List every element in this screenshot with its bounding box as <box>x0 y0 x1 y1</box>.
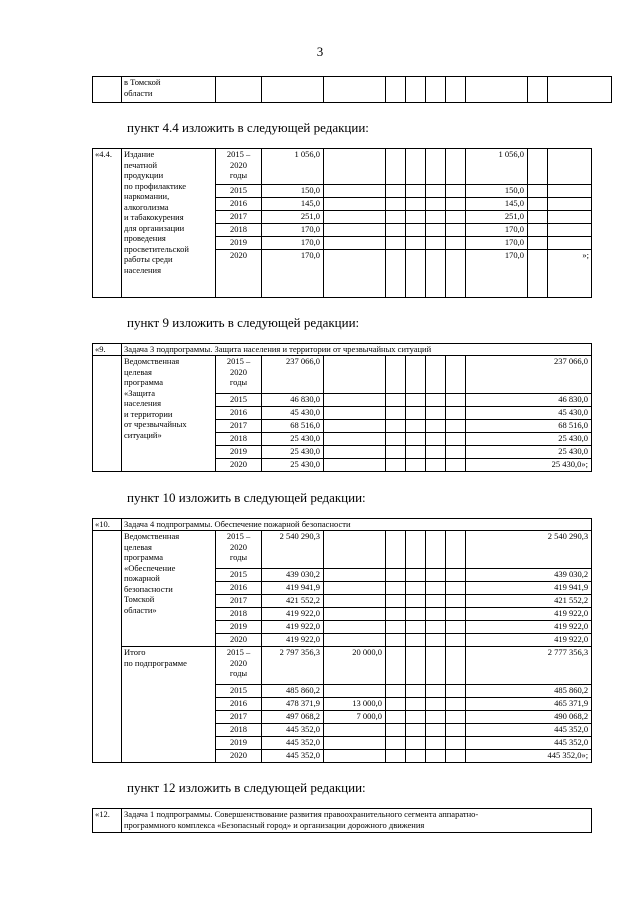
right-value-cell: 419 941,9 <box>466 582 592 595</box>
value-cell: 45 430,0 <box>262 407 324 420</box>
value-cell: 419 941,9 <box>262 582 324 595</box>
value-cell: 485 860,2 <box>262 685 324 698</box>
desc-line: просветительской <box>124 243 189 254</box>
table-item-10 <box>92 518 592 763</box>
right-value-cell: 465 371,9 <box>466 698 592 711</box>
right-value-cell: 46 830,0 <box>466 394 592 407</box>
desc-line: целевая <box>124 541 152 552</box>
right-value-cell: 485 860,2 <box>466 685 592 698</box>
year-cell: 2017 <box>216 211 262 224</box>
year-cell: 2019 <box>216 621 262 634</box>
right-value-cell: 25 430,0»; <box>466 459 592 472</box>
year-cell: 2016 <box>216 698 262 711</box>
table-item-9 <box>92 343 592 472</box>
value-cell: 25 430,0 <box>262 446 324 459</box>
year-cell: 2016 <box>216 582 262 595</box>
row-number: «9. <box>93 344 122 356</box>
end-cell <box>548 211 592 224</box>
desc-line: печатной <box>124 159 157 170</box>
year-cell: 2018 <box>216 433 262 446</box>
desc-line: пожарной <box>124 573 160 583</box>
right-value-cell: 445 352,0»; <box>466 750 592 763</box>
desc-line: программа <box>124 552 164 562</box>
desc-line: в Томской <box>124 77 161 87</box>
heading-item-12: пункт 12 изложить в следующей редакции: <box>127 780 366 795</box>
value-cell: 25 430,0 <box>262 433 324 446</box>
value-cell: 170,0 <box>262 250 324 298</box>
year-cell: 2015 <box>216 185 262 198</box>
desc-line: по профилактике <box>124 180 187 191</box>
period-line: годы <box>229 170 248 180</box>
year-cell: 2019 <box>216 446 262 459</box>
desc-line: целевая <box>124 366 152 377</box>
value-cell: 421 552,2 <box>262 595 324 608</box>
desc-line: безопасности <box>124 583 173 594</box>
desc-line: Ведомственная <box>124 356 180 366</box>
right-value-cell: 419 922,0 <box>466 608 592 621</box>
value-cell: 145,0 <box>262 198 324 211</box>
end-cell <box>548 185 592 198</box>
task-title: Задача 4 подпрограммы. Обеспечение пожарной безопасности <box>122 519 592 531</box>
year-cell: 2017 <box>216 711 262 724</box>
year-cell: 2020 <box>216 250 262 298</box>
desc-line: и табакокурения <box>124 212 184 222</box>
year-cell: 2016 <box>216 198 262 211</box>
desc-line: продукции <box>124 170 164 180</box>
total-right-value: 237 066,0 <box>466 356 592 394</box>
year-cell: 2018 <box>216 608 262 621</box>
total-right-value: 2 777 356,3 <box>466 647 592 685</box>
period-line: 2015 – <box>226 647 251 657</box>
year-cell: 2018 <box>216 224 262 237</box>
year-cell: 2020 <box>216 459 262 472</box>
period-line: 2020 <box>230 541 247 552</box>
value-cell: 419 922,0 <box>262 634 324 647</box>
total-b-value: 20 000,0 <box>324 647 386 685</box>
desc-line: от чрезвычайных <box>124 419 187 429</box>
b-value-cell <box>324 608 386 621</box>
period-line: 2020 <box>230 366 247 377</box>
value-cell: 25 430,0 <box>262 459 324 472</box>
heading-item-10: пункт 10 изложить в следующей редакции: <box>127 490 366 505</box>
year-cell: 2015 <box>216 685 262 698</box>
year-cell: 2020 <box>216 750 262 763</box>
right-value-cell: 439 030,2 <box>466 569 592 582</box>
desc-line: Ведомственная <box>124 531 180 541</box>
right-value-cell: 150,0 <box>466 185 528 198</box>
year-cell: 2018 <box>216 724 262 737</box>
desc-line: «Защита <box>124 387 155 398</box>
right-value-cell: 170,0 <box>466 250 528 298</box>
right-value-cell: 170,0 <box>466 237 528 250</box>
table-top-fragment <box>92 76 612 103</box>
total-right-value: 2 540 290,3 <box>466 531 592 569</box>
value-cell: 445 352,0 <box>262 750 324 763</box>
total-value: 2 797 356,3 <box>262 647 324 685</box>
row-number: «10. <box>93 519 122 531</box>
total-value: 237 066,0 <box>262 356 324 394</box>
value-cell: 170,0 <box>262 237 324 250</box>
total-value: 1 056,0 <box>262 149 324 185</box>
period-line: годы <box>229 552 248 562</box>
desc-line: «Обеспечение <box>124 562 176 573</box>
b-value-cell <box>324 595 386 608</box>
b-value-cell <box>324 750 386 763</box>
table-item-12 <box>92 808 592 833</box>
heading-item-4-4: пункт 4.4 изложить в следующей редакции: <box>127 120 369 135</box>
right-value-cell: 170,0 <box>466 224 528 237</box>
right-value-cell: 45 430,0 <box>466 407 592 420</box>
right-value-cell: 421 552,2 <box>466 595 592 608</box>
end-cell <box>548 237 592 250</box>
desc-line: Итого <box>124 647 146 657</box>
desc-line: алкоголизма <box>124 201 169 212</box>
desc-line: области» <box>124 604 157 615</box>
task-title-line: программного комплекса «Безопасный город» и организации дорожного движения <box>124 819 425 830</box>
right-value-cell: 145,0 <box>466 198 528 211</box>
period-line: годы <box>229 668 248 678</box>
right-value-cell: 419 922,0 <box>466 634 592 647</box>
row-number: «4.4. <box>93 149 122 298</box>
desc-line: программа <box>124 377 164 387</box>
period-line: годы <box>229 377 248 387</box>
year-cell: 2019 <box>216 237 262 250</box>
value-cell: 445 352,0 <box>262 724 324 737</box>
right-value-cell: 445 352,0 <box>466 724 592 737</box>
total-b-value <box>324 531 386 569</box>
right-value-cell: 490 068,2 <box>466 711 592 724</box>
year-cell: 2017 <box>216 420 262 433</box>
right-value-cell: 251,0 <box>466 211 528 224</box>
year-cell: 2017 <box>216 595 262 608</box>
desc-line: Издание <box>124 149 155 159</box>
b-value-cell <box>324 582 386 595</box>
heading-item-9: пункт 9 изложить в следующей редакции: <box>127 315 360 330</box>
b-value-cell <box>324 685 386 698</box>
desc-line: для организации <box>124 222 185 233</box>
b-value-cell: 13 000,0 <box>324 698 386 711</box>
end-cell <box>548 198 592 211</box>
desc-line: населения <box>124 264 161 275</box>
desc-line: работы среди <box>124 254 173 264</box>
year-cell: 2015 <box>216 394 262 407</box>
total-value: 2 540 290,3 <box>262 531 324 569</box>
value-cell: 68 516,0 <box>262 420 324 433</box>
period-line: 2015 – <box>226 149 251 159</box>
year-cell: 2019 <box>216 737 262 750</box>
desc-line: проведения <box>124 233 166 243</box>
desc-line: Томской <box>124 594 155 604</box>
value-cell: 419 922,0 <box>262 621 324 634</box>
desc-line: области <box>124 87 153 98</box>
end-cell <box>548 224 592 237</box>
task-title-line: Задача 1 подпрограммы. Совершенствование развития правоохранительного сегмента аппаратно- <box>124 809 479 819</box>
value-cell: 445 352,0 <box>262 737 324 750</box>
year-cell: 2020 <box>216 634 262 647</box>
right-value-cell: 25 430,0 <box>466 446 592 459</box>
value-cell: 150,0 <box>262 185 324 198</box>
value-cell: 439 030,2 <box>262 569 324 582</box>
b-value-cell <box>324 621 386 634</box>
total-right-value: 1 056,0 <box>466 149 528 185</box>
period-line: 2020 <box>230 657 247 668</box>
year-cell: 2015 <box>216 569 262 582</box>
year-cell: 2016 <box>216 407 262 420</box>
table-item-4-4 <box>92 148 592 298</box>
right-value-cell: 25 430,0 <box>466 433 592 446</box>
page-number: 3 <box>316 44 324 59</box>
row-number: «12. <box>93 809 122 833</box>
end-cell: »; <box>548 250 592 298</box>
desc-line: ситуаций» <box>124 429 162 440</box>
period-line: 2020 <box>230 159 247 170</box>
b-value-cell <box>324 737 386 750</box>
value-cell: 251,0 <box>262 211 324 224</box>
b-value-cell <box>324 634 386 647</box>
period-line: 2015 – <box>226 531 251 541</box>
b-value-cell: 7 000,0 <box>324 711 386 724</box>
right-value-cell: 445 352,0 <box>466 737 592 750</box>
value-cell: 170,0 <box>262 224 324 237</box>
desc-line: и территории <box>124 408 173 419</box>
value-cell: 419 922,0 <box>262 608 324 621</box>
b-value-cell <box>324 569 386 582</box>
period-line: 2015 – <box>226 356 251 366</box>
right-value-cell: 68 516,0 <box>466 420 592 433</box>
desc-line: по подпрограмме <box>124 657 187 668</box>
value-cell: 497 068,2 <box>262 711 324 724</box>
right-value-cell: 419 922,0 <box>466 621 592 634</box>
value-cell: 46 830,0 <box>262 394 324 407</box>
b-value-cell <box>324 724 386 737</box>
task-title: Задача 3 подпрограммы. Защита населения и территории от чрезвычайных ситуаций <box>122 344 592 356</box>
value-cell: 478 371,9 <box>262 698 324 711</box>
desc-line: населения <box>124 398 161 408</box>
desc-line: наркомании, <box>124 191 170 201</box>
